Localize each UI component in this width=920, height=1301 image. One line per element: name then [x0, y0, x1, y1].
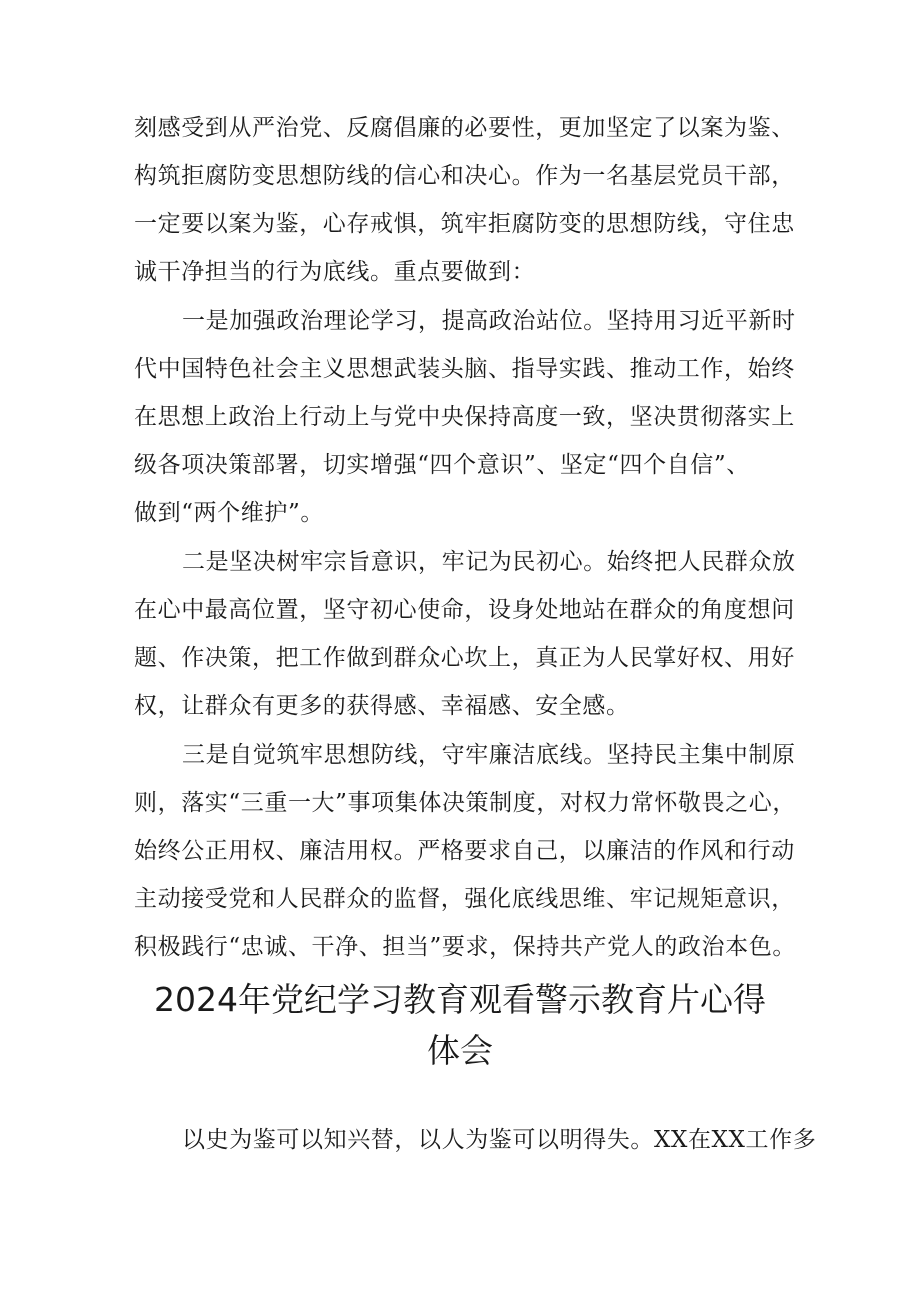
paragraph-line: 构筑拒腐防变思想防线的信心和决心。作为一名基层党员干部，: [134, 163, 795, 189]
paragraph-line: 权，让群众有更多的获得感、幸福感、安全感。: [134, 693, 630, 719]
paragraph-line: 做到“两个维护”。: [134, 500, 324, 526]
paragraph-line: 主动接受党和人民群众的监督，强化底线思维、牢记规矩意识，: [134, 886, 795, 912]
paragraph-line: 在心中最高位置，坚守初心使命，设身处地站在群众的角度想问: [134, 597, 795, 623]
paragraph-line: 以史为鉴可以知兴替，以人为鉴可以明得失。XX在XX工作多: [182, 1127, 817, 1153]
paragraph-line: 代中国特色社会主义思想武装头脑、指导实践、推动工作，始终: [134, 356, 795, 382]
paragraph-line: 级各项决策部署，切实增强“四个意识”、坚定“四个自信”、: [134, 452, 750, 478]
paragraph-line: 一定要以案为鉴，心存戒惧，筑牢拒腐防变的思想防线，守住忠: [134, 211, 795, 237]
paragraph-line: 二是坚决树牢宗旨意识，牢记为民初心。始终把人民群众放: [182, 549, 796, 575]
paragraph-line: 积极践行“忠诚、干净、担当”要求，保持共产党人的政治本色。: [134, 934, 796, 960]
paragraph-line: 诚干净担当的行为底线。重点要做到：: [134, 259, 536, 285]
paragraph-line: 则，落实“三重一大”事项集体决策制度，对权力常怀敬畏之心，: [134, 790, 796, 816]
title-line: 体会: [427, 1031, 493, 1070]
paragraph-line: 一是加强政治理论学习，提高政治站位。坚持用习近平新时: [182, 308, 796, 334]
title-line: 2024年党纪学习教育观看警示教育片心得: [154, 980, 766, 1019]
paragraph-line: 题、作决策，把工作做到群众心坎上，真正为人民掌好权、用好: [134, 645, 795, 671]
paragraph-line: 在思想上政治上行动上与党中央保持高度一致，坚决贯彻落实上: [134, 404, 795, 430]
paragraph-line: 始终公正用权、廉洁用权。严格要求自己，以廉洁的作风和行动: [134, 838, 795, 864]
paragraph-line: 三是自觉筑牢思想防线，守牢廉洁底线。坚持民主集中制原: [182, 742, 796, 768]
paragraph-line: 刻感受到从严治党、反腐倡廉的必要性，更加坚定了以案为鉴、: [134, 115, 795, 141]
